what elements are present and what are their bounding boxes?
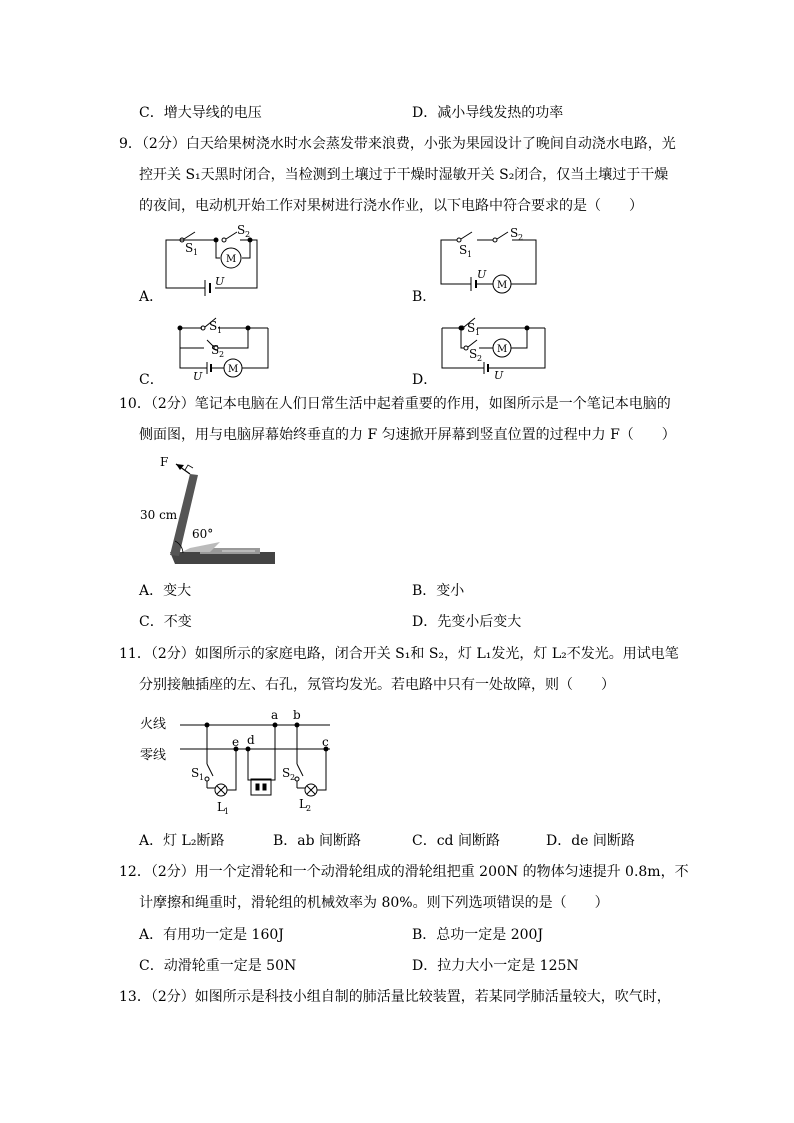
- s2-sub: 2: [245, 230, 251, 239]
- q12-option-a: A．有用功一定是 160J: [139, 927, 284, 943]
- voltage-label: U: [215, 275, 225, 288]
- s1-label: S: [209, 319, 218, 333]
- q9-circuit-b: [437, 222, 547, 296]
- s1-label: S: [191, 766, 200, 780]
- s2-label: S: [469, 347, 478, 361]
- q9-option-b-label: B．: [412, 289, 437, 305]
- l1-label: L: [217, 800, 225, 814]
- l2-sub: 2: [306, 804, 312, 813]
- q9-circuit-c: [160, 306, 275, 380]
- force-label: F: [160, 455, 169, 469]
- q12-option-b: B．总功一定是 200J: [412, 927, 544, 943]
- q11-option-c: C．cd 间断路: [412, 833, 500, 849]
- s2-label: S: [510, 226, 519, 240]
- q12-option-d: D．拉力大小一定是 125N: [412, 958, 579, 974]
- q11-option-b: B．ab 间断路: [273, 833, 362, 849]
- l1-sub: 1: [224, 807, 230, 816]
- s2-sub: 2: [219, 350, 225, 359]
- q11-stem-line-2: 分别接触插座的左、右孔，氖管均发光。若电路中只有一处故障，则（ ）: [139, 677, 615, 693]
- q11-household-circuit: [140, 700, 340, 820]
- s1-sub: 1: [475, 328, 481, 337]
- q10-option-c: C．不变: [139, 614, 192, 630]
- q11-option-a: A．灯 L₂断路: [139, 833, 225, 849]
- angle-label: 60°: [192, 527, 214, 541]
- q9-option-a-label: A．: [139, 289, 164, 305]
- q10-option-d: D．先变小后变大: [412, 614, 522, 630]
- s1-sub: 1: [217, 326, 223, 335]
- q9-stem-line-3: 的夜间，电动机开始工作对果树进行浇水作业，以下电路中符合要求的是（ ）: [139, 198, 643, 214]
- s2-sub: 2: [290, 773, 296, 782]
- motor-label: M: [497, 344, 508, 355]
- q10-option-b: B．变小: [412, 583, 465, 599]
- point-a: a: [271, 708, 279, 722]
- q10-stem-line-1: 10．（2分）笔记本电脑在人们日常生活中起着重要的作用，如图所示是一个笔记本电脑的: [119, 396, 671, 412]
- s2-sub: 2: [518, 233, 524, 242]
- s1-label: S: [185, 241, 194, 255]
- s2-sub: 2: [477, 354, 483, 363]
- q8-option-c: C．增大导线的电压: [139, 105, 262, 121]
- voltage-label: U: [477, 268, 487, 281]
- point-c: c: [322, 735, 329, 749]
- s1-label: S: [467, 321, 476, 335]
- q9-option-d-label: D．: [412, 372, 438, 388]
- q9-option-c-label: C．: [139, 372, 164, 388]
- point-b: b: [293, 708, 301, 722]
- motor-label: M: [228, 364, 239, 375]
- s2-label: S: [282, 766, 291, 780]
- neutral-wire-label: 零线: [140, 748, 167, 763]
- q8-option-d: D．减小导线发热的功率: [412, 105, 564, 121]
- motor-label: M: [497, 280, 508, 291]
- point-e: e: [232, 735, 240, 749]
- q11-option-d: D．de 间断路: [546, 833, 635, 849]
- s2-label: S: [237, 223, 246, 237]
- q9-stem-line-1: 9．（2分）白天给果树浇水时水会蒸发带来浪费，小张为果园设计了晚间自动浇水电路，光: [119, 136, 676, 152]
- s1-label: S: [459, 243, 468, 257]
- point-d: d: [247, 733, 255, 747]
- q10-stem-line-2: 侧面图，用与电脑屏幕始终垂直的力 F 匀速掀开屏幕到竖直位置的过程中力 F（ ）: [139, 427, 676, 443]
- q12-stem-line-1: 12．（2分）用一个定滑轮和一个动滑轮组成的滑轮组把重 200N 的物体匀速提升 0.8m，不: [119, 864, 689, 880]
- voltage-label: U: [494, 369, 504, 380]
- q9-circuit-a: [160, 222, 270, 296]
- s2-label: S: [211, 343, 220, 357]
- q10-option-a: A．变大: [139, 583, 192, 599]
- live-wire-label: 火线: [140, 717, 167, 732]
- l2-label: L: [299, 797, 307, 811]
- q11-stem-line-1: 11．（2分）如图所示的家庭电路，闭合开关 S₁和 S₂，灯 L₁发光，灯 L₂不发光。用试电笔: [119, 646, 679, 662]
- q10-laptop-figure: [140, 452, 280, 572]
- q12-option-c: C．动滑轮重一定是 50N: [139, 958, 297, 974]
- motor-label: M: [226, 254, 237, 265]
- s1-sub: 1: [193, 248, 199, 257]
- q9-circuit-d: [437, 306, 552, 380]
- voltage-label: U: [193, 370, 203, 380]
- s1-sub: 1: [467, 250, 473, 259]
- length-label: 30 cm: [140, 508, 178, 522]
- s1-sub: 1: [199, 773, 205, 782]
- q12-stem-line-2: 计摩擦和绳重时，滑轮组的机械效率为 80%。则下列选项错误的是（ ）: [139, 895, 609, 911]
- q13-stem-line-1: 13．（2分）如图所示是科技小组自制的肺活量比较装置，若某同学肺活量较大，吹气时，: [119, 989, 671, 1005]
- q9-stem-line-2: 控开关 S₁天黑时闭合，当检测到土壤过于干燥时湿敏开关 S₂闭合，仅当土壤过于干燥: [139, 167, 669, 183]
